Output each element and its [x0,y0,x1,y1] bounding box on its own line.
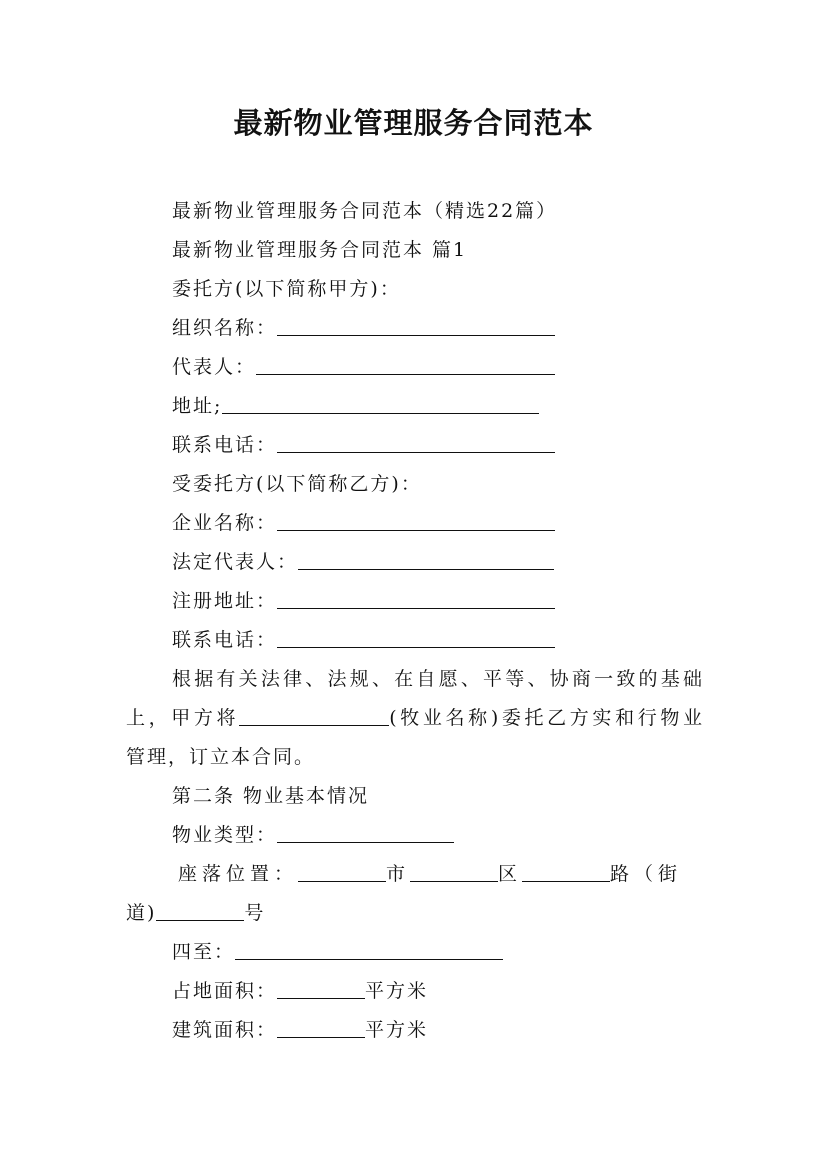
article-2-heading: 第二条 物业基本情况 [172,785,370,807]
build-area-unit: 平方米 [365,1019,429,1041]
land-area-unit: 平方米 [365,980,429,1002]
legal-rep-field [172,547,554,577]
road-suffix: 路（街 [610,863,683,885]
build-area-label: 建筑面积： [172,1019,278,1041]
representative-label: 代表人： [172,356,257,378]
phone-b-field [172,625,555,655]
number-blank [156,900,244,921]
paragraph-1-text-a: 上，甲方将 [126,707,240,729]
phone-a-field [172,430,555,460]
paragraph-1-line-2 [126,703,702,733]
party-b-heading: 受委托方(以下简称乙方)： [172,473,422,495]
property-name-blank [239,705,389,726]
address-field [172,391,539,421]
location-line-2 [126,898,265,928]
section-heading: 最新物业管理服务合同范本 篇1 [172,239,468,261]
land-area-blank [277,978,365,999]
number-suffix: 号 [244,902,266,924]
paragraph-1-line-3: 管理，订立本合同。 [126,746,316,768]
party-a-heading: 委托方(以下简称甲方)： [172,278,401,300]
boundaries-field [172,937,503,967]
phone-a-blank [277,432,555,453]
street-suffix: 道) [126,902,157,924]
company-name-field [172,508,555,538]
property-type-blank [277,822,454,843]
reg-address-blank [277,588,555,609]
city-blank [298,861,386,882]
paragraph-1-text-b: (牧业名称)委托乙方实和行物业 [389,707,702,729]
property-type-field [172,820,454,850]
address-label: 地址; [172,395,223,417]
org-name-field [172,313,555,343]
district-suffix: 区 [498,863,523,885]
document-title: 最新物业管理服务合同范本 [233,106,594,140]
district-blank [410,861,498,882]
legal-rep-blank [298,549,554,570]
phone-b-blank [277,627,555,648]
address-blank [222,393,539,414]
land-area-label: 占地面积： [172,980,278,1002]
land-area-field [172,976,428,1006]
road-blank [522,861,610,882]
legal-rep-label: 法定代表人： [172,551,299,573]
build-area-field [172,1015,428,1045]
city-suffix: 市 [386,863,411,885]
representative-blank [256,354,555,375]
boundaries-blank [235,939,503,960]
location-line-1 [178,859,682,889]
reg-address-field [172,586,555,616]
paragraph-1-line-1: 根据有关法律、法规、在自愿、平等、协商一致的基础 [172,668,702,690]
org-name-label: 组织名称： [172,317,278,339]
subtitle-line: 最新物业管理服务合同范本（精选22篇） [172,200,558,222]
boundaries-label: 四至： [172,941,236,963]
reg-address-label: 注册地址： [172,590,278,612]
company-name-label: 企业名称： [172,512,278,534]
location-label: 座落位置： [178,863,299,885]
property-type-label: 物业类型： [172,824,278,846]
phone-a-label: 联系电话： [172,434,278,456]
phone-b-label: 联系电话： [172,629,278,651]
build-area-blank [277,1017,365,1038]
company-name-blank [277,510,555,531]
representative-field [172,352,555,382]
org-name-blank [277,315,555,336]
